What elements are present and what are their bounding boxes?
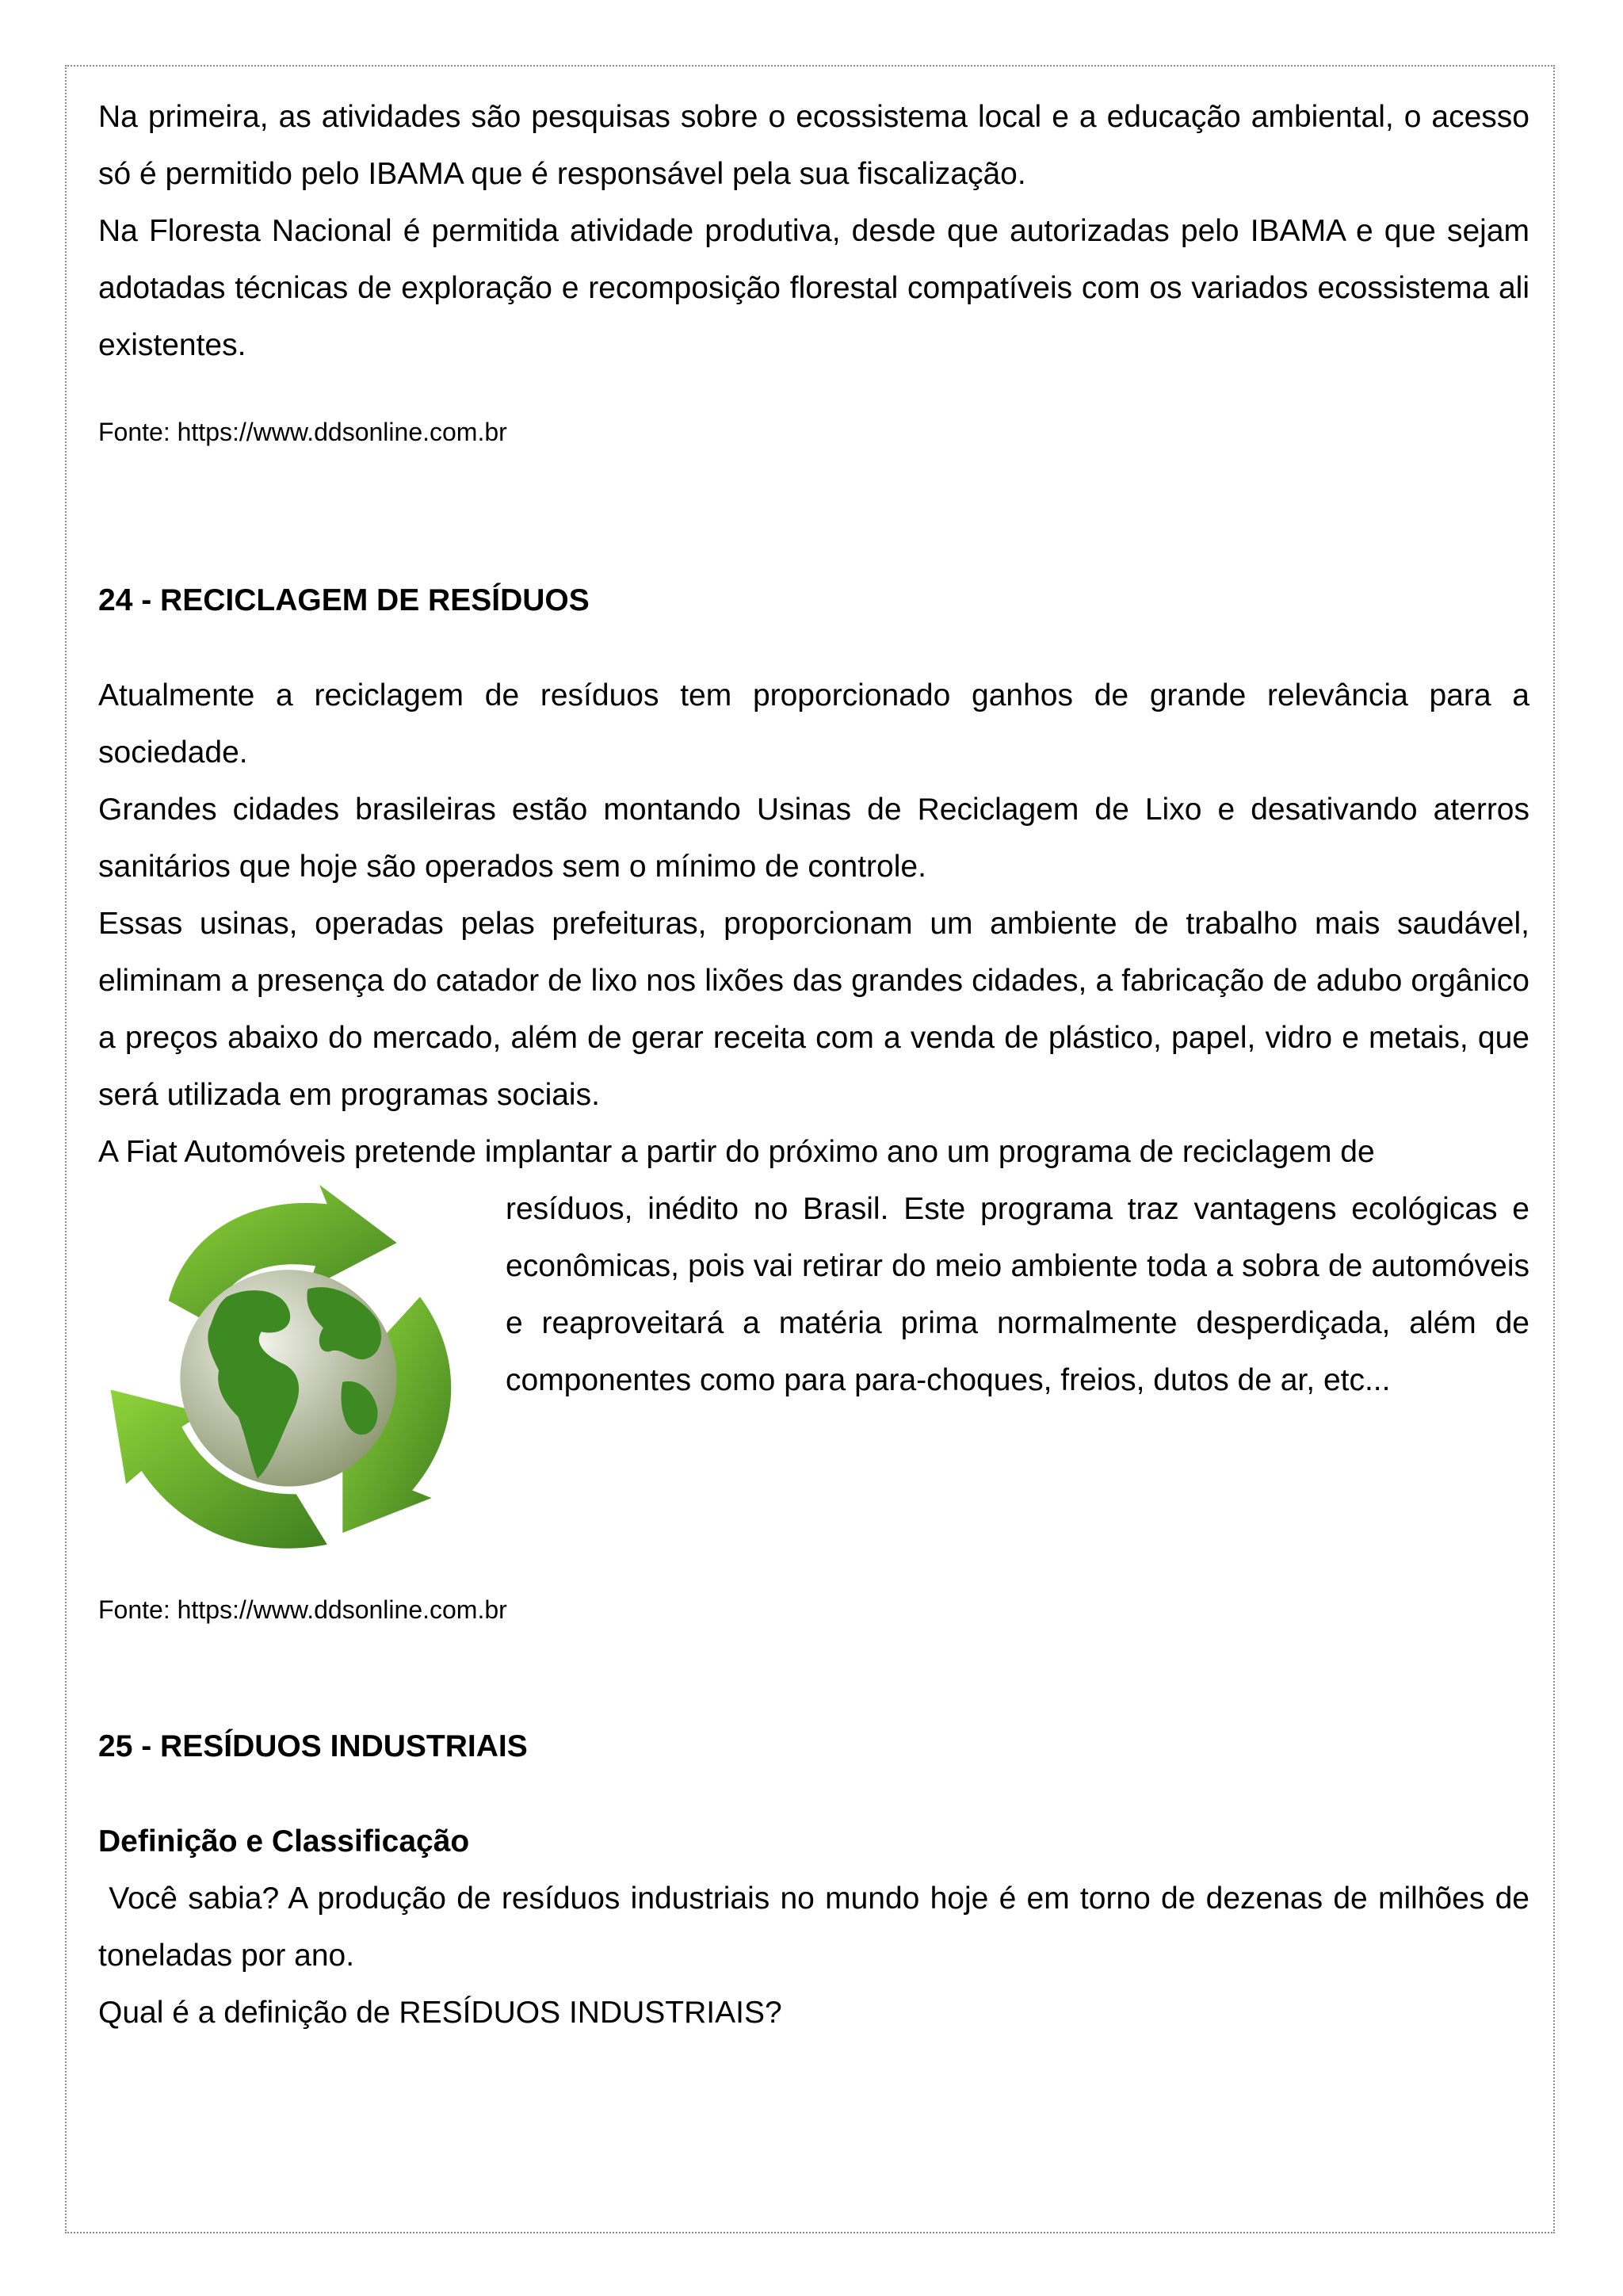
- intro-paragraph-1: Na primeira, as atividades são pesquisas sobre o ecossistema local e a educação ambiental, o acesso só é permitido pelo IBAMA que é responsável pela sua fiscalização.: [98, 100, 1529, 191]
- section-25-paragraph-2: Qual é a definição de RESÍDUOS INDUSTRIAIS?: [98, 1996, 782, 2030]
- section-24-paragraph-1: Atualmente a reciclagem de resíduos tem proporcionado ganhos de grande relevância para a sociedade.: [98, 678, 1529, 770]
- section-24-title: 24 - RECICLAGEM DE RESÍDUOS: [98, 583, 590, 617]
- document-body: [98, 89, 1538, 2042]
- section-25-paragraph-1: Você sabia? A produção de resíduos industriais no mundo hoje é em torno de dezenas de milhões de toneladas por ano.: [98, 1881, 1538, 1973]
- intro-source: Fonte: https://www.ddsonline.com.br: [98, 418, 507, 446]
- recycling-figure-row: [98, 1181, 1529, 1568]
- section-24-paragraph-2: Grandes cidades brasileiras estão montando Usinas de Reciclagem de Lixo e desativando aterros sanitários que hoje são operados sem o mínimo de controle.: [98, 793, 1529, 884]
- section-24-paragraph-4: A Fiat Automóveis pretende implantar a partir do próximo ano um programa de reciclagem de: [98, 1135, 1375, 1169]
- intro-paragraph-2: Na Floresta Nacional é permitida atividade produtiva, desde que autorizadas pelo IBAMA e que sejam adotadas técnicas de exploração e recomposição florestal compatíveis com os variados ecossistema ali existentes.: [98, 214, 1529, 362]
- recycling-globe-image: [95, 1181, 482, 1568]
- section-24-paragraph-4-continued: resíduos, inédito no Brasil. Este programa traz vantagens ecológicas e econômicas, pois vai retirar do meio ambiente toda a sobra de automóveis e reaproveitará a matéria prima normalmente desperdiçada, além de componentes como para para-choques, freios, dutos de ar, etc...: [506, 1192, 1529, 1397]
- section-25-subtitle: Definição e Classificação: [98, 1824, 470, 1859]
- section-25-title: 25 - RESÍDUOS INDUSTRIAIS: [98, 1729, 528, 1763]
- section-24-source: Fonte: https://www.ddsonline.com.br: [98, 1595, 507, 1624]
- section-24-paragraph-3: Essas usinas, operadas pelas prefeituras, proporcionam um ambiente de trabalho mais saudável, eliminam a presença do catador de lixo nos lixões das grandes cidades, a fabricação de adubo orgânico a preços abaixo do mercado, além de gerar receita com a venda de plástico, papel, vidro e metais, que será utilizada em programas sociais.: [98, 907, 1529, 1112]
